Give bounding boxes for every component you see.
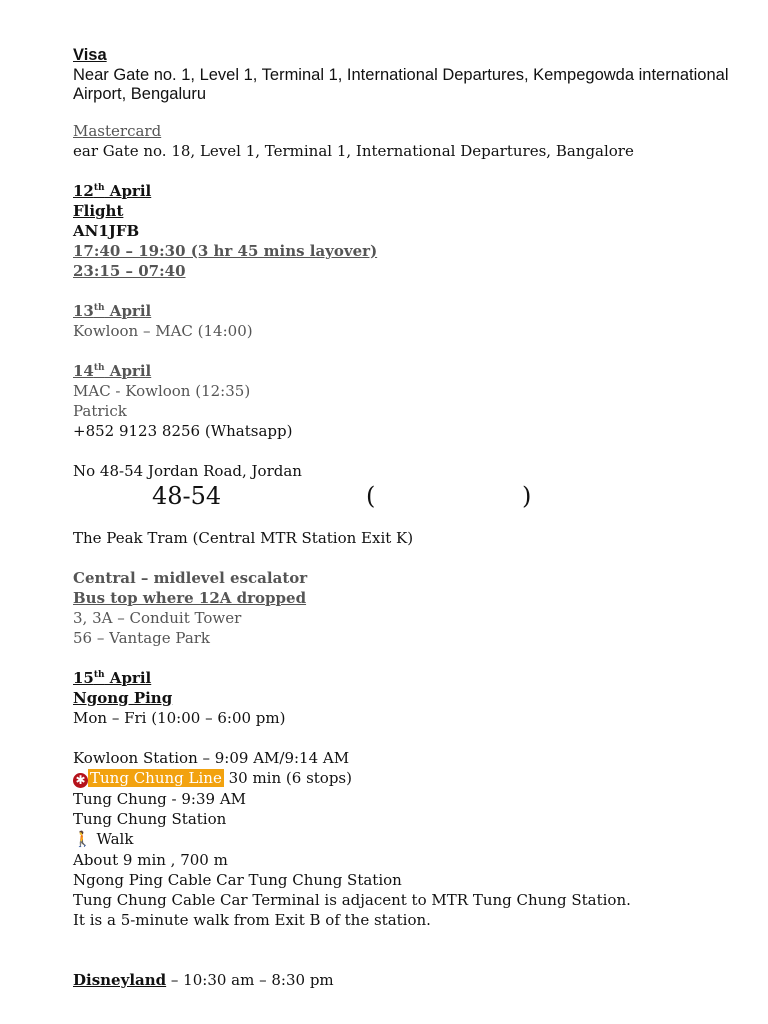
- terminal-note: Tung Chung Cable Car Terminal is adjacent to MTR Tung Chung Station.: [73, 890, 631, 909]
- apr14-date: 14th April: [73, 361, 152, 380]
- flight-time-1: 17:40 – 19:30 (3 hr 45 mins layover): [73, 241, 378, 260]
- apr13-date: 13th April: [73, 301, 152, 320]
- walk-note: It is a 5-minute walk from Exit B of the station.: [73, 910, 431, 929]
- ngong-ping-heading: Ngong Ping: [73, 688, 173, 707]
- walk-label: Walk: [96, 829, 134, 848]
- ngong-ping-hours: Mon – Fri (10:00 – 6:00 pm): [73, 708, 286, 727]
- visa-address: Near Gate no. 1, Level 1, Terminal 1, International Departures, Kempegowda international Airport, Bengaluru: [73, 65, 729, 103]
- hotel-address-alt: [73, 481, 733, 511]
- contact-name: Patrick: [73, 401, 127, 420]
- tung-chung-time: Tung Chung - 9:39 AM: [73, 789, 247, 808]
- walking-person-icon: 🚶: [73, 829, 92, 848]
- mastercard-heading: Mastercard: [73, 121, 162, 140]
- mastercard-address: ear Gate no. 18, Level 1, Terminal 1, International Departures, Bangalore: [73, 141, 634, 160]
- visa-heading: Visa: [73, 46, 107, 64]
- bus-heading: Bus top where 12A dropped: [73, 588, 307, 607]
- bus-stop-2: 56 – Vantage Park: [73, 628, 211, 647]
- apr12-date: 12th April: [73, 181, 152, 200]
- address-alt-number: 48-54: [152, 481, 222, 510]
- cable-car-station: Ngong Ping Cable Car Tung Chung Station: [73, 870, 402, 889]
- apr14-ferry: MAC - Kowloon (12:35): [73, 381, 251, 400]
- line-duration: 30 min (6 stops): [223, 768, 352, 787]
- contact-phone: +852 9123 8256 (Whatsapp): [73, 421, 293, 440]
- peak-tram: The Peak Tram (Central MTR Station Exit K): [73, 528, 414, 547]
- kowloon-station: Kowloon Station – 9:09 AM/9:14 AM: [73, 748, 350, 767]
- apr13-ferry: Kowloon – MAC (14:00): [73, 321, 253, 340]
- document-page: [73, 46, 733, 990]
- address-alt-paren-open: (: [366, 481, 376, 510]
- flight-label: Flight: [73, 201, 124, 220]
- disneyland-name: Disneyland: [73, 970, 167, 989]
- apr15-date: 15th April: [73, 668, 152, 687]
- mtr-line-row: [73, 768, 733, 789]
- walk-row: [73, 829, 733, 850]
- bus-stop-1: 3, 3A – Conduit Tower: [73, 608, 242, 627]
- address-alt-paren-close: ): [522, 481, 532, 510]
- disneyland-row: [73, 970, 733, 990]
- escalator: Central – midlevel escalator: [73, 568, 308, 587]
- tung-chung-station: Tung Chung Station: [73, 809, 227, 828]
- walk-detail: About 9 min , 700 m: [73, 850, 228, 869]
- mtr-logo-icon: ✱: [73, 773, 88, 788]
- hotel-address: No 48-54 Jordan Road, Jordan: [73, 461, 302, 480]
- tung-chung-line-label: Tung Chung Line: [90, 768, 222, 787]
- disneyland-hours: – 10:30 am – 8:30 pm: [166, 970, 334, 989]
- flight-code: AN1JFB: [73, 221, 140, 240]
- flight-time-2: 23:15 – 07:40: [73, 261, 186, 280]
